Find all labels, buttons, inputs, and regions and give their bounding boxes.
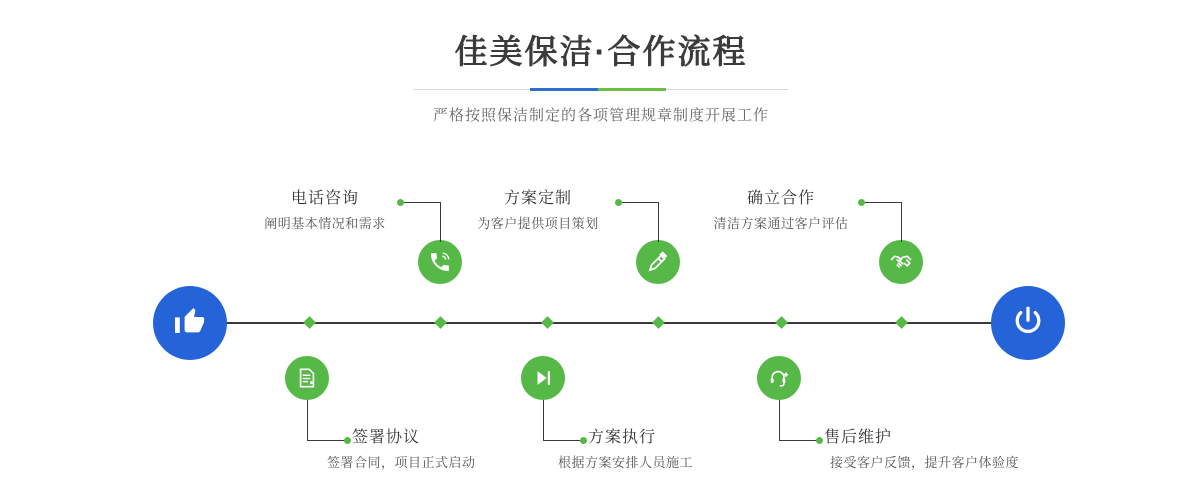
connector-tip-dot — [858, 199, 865, 206]
axis-node-dot — [541, 316, 554, 329]
step-icon-after-sales — [757, 356, 801, 400]
phone-call-icon — [428, 250, 452, 274]
step-title: 方案执行 — [588, 429, 657, 446]
step-icon-establish-cooperation — [879, 240, 923, 284]
connector-tip-dot — [816, 437, 823, 444]
axis-node-dot — [775, 316, 788, 329]
timeline-end-badge — [991, 286, 1065, 360]
connector-plan-execution-horizontal — [543, 440, 583, 441]
play-next-icon — [532, 367, 554, 389]
step-title: 方案定制 — [503, 190, 572, 207]
connector-tip-dot — [397, 199, 404, 206]
page-subtitle: 严格按照保洁制定的各项管理规章制度开展工作 — [432, 107, 769, 124]
step-label-sign-agreement — [327, 427, 562, 473]
pen-ruler-icon — [646, 250, 670, 274]
connector-after-sales-vertical — [779, 400, 780, 440]
connector-establish-cooperation-horizontal — [861, 202, 901, 203]
title-divider — [414, 88, 788, 91]
connector-after-sales-horizontal — [779, 440, 819, 441]
page-title: 佳美保洁·合作流程 — [454, 33, 748, 70]
headset-support-icon — [768, 367, 790, 389]
connector-plan-customization-vertical — [658, 202, 659, 242]
step-desc: 为客户提供项目策划 — [477, 216, 599, 231]
divider-accent-green — [598, 88, 666, 91]
handshake-icon — [889, 250, 913, 274]
connector-tip-dot — [580, 437, 587, 444]
step-label-plan-execution — [558, 427, 798, 473]
step-label-establish-cooperation — [706, 188, 856, 234]
connector-phone-consult-vertical — [440, 202, 441, 242]
step-icon-phone-consult — [418, 240, 462, 284]
step-title: 确立合作 — [746, 190, 815, 207]
step-icon-plan-execution — [521, 356, 565, 400]
connector-sign-agreement-vertical — [307, 400, 308, 440]
step-desc: 签署合同，项目正式启动 — [327, 455, 476, 470]
connector-phone-consult-horizontal — [400, 202, 440, 203]
step-title: 签署协议 — [352, 429, 421, 446]
connector-establish-cooperation-vertical — [901, 202, 902, 242]
step-title: 电话咨询 — [290, 190, 359, 207]
connector-tip-dot — [344, 437, 351, 444]
step-title: 售后维护 — [824, 429, 893, 446]
step-label-plan-customization — [463, 188, 613, 234]
connector-tip-dot — [615, 199, 622, 206]
connector-sign-agreement-horizontal — [307, 440, 347, 441]
step-icon-sign-agreement — [285, 356, 329, 400]
step-icon-plan-customization — [636, 240, 680, 284]
step-desc: 根据方案安排人员施工 — [558, 455, 694, 470]
power-icon — [1010, 303, 1046, 344]
document-edit-icon — [296, 367, 318, 389]
thumbs-up-icon — [172, 303, 208, 344]
step-desc: 阐明基本情况和需求 — [264, 216, 386, 231]
step-label-phone-consult — [255, 188, 395, 234]
axis-node-dot — [895, 316, 908, 329]
step-desc: 清洁方案通过客户评估 — [713, 216, 849, 231]
axis-node-dot — [652, 316, 665, 329]
axis-node-dot — [434, 316, 447, 329]
connector-plan-execution-vertical — [543, 400, 544, 440]
axis-node-dot — [303, 316, 316, 329]
divider-accent-blue — [530, 88, 598, 91]
step-label-after-sales — [824, 427, 1074, 473]
step-desc: 接受客户反馈，提升客户体验度 — [830, 455, 1020, 470]
header — [0, 30, 1202, 125]
connector-plan-customization-horizontal — [618, 202, 658, 203]
timeline-start-badge — [153, 286, 227, 360]
